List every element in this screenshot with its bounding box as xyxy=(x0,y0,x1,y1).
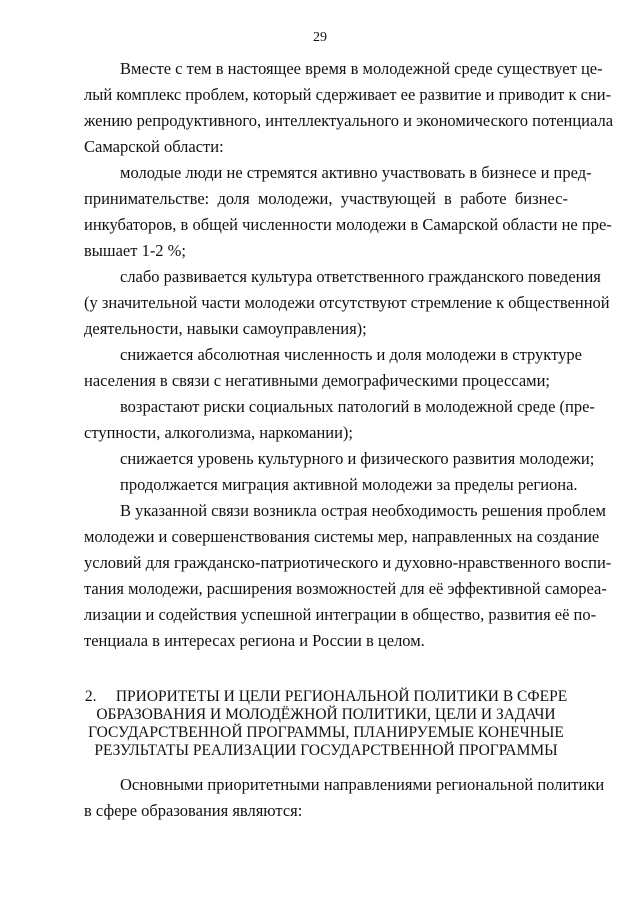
text-line: тания молодежи, расширения возможностей для её эффективной самореа- xyxy=(84,579,607,598)
text-line: возрастают риски социальных патологий в молодежной среде (пре- xyxy=(120,397,595,416)
text-line: жению репродуктивного, интеллектуального и экономического потенциала xyxy=(84,111,614,130)
text-line: условий для гражданско-патриотического и духовно-нравственного воспи- xyxy=(84,553,612,572)
heading-line: РЕЗУЛЬТАТЫ РЕАЛИЗАЦИИ ГОСУДАРСТВЕННОЙ ПРОГРАММЫ xyxy=(94,742,558,759)
body-text-bottom xyxy=(84,772,605,824)
section-heading xyxy=(82,688,570,760)
text-line: Самарской области: xyxy=(84,137,224,156)
text-line: принимательстве: доля молодежи, участвующей в работе бизнес- xyxy=(84,189,568,208)
body-text-top xyxy=(84,56,614,654)
text-line: Вместе с тем в настоящее время в молодежной среде существует це- xyxy=(120,59,603,78)
text-line: деятельности, навыки самоуправления); xyxy=(84,319,367,338)
text-line: снижается абсолютная численность и доля молодежи в структуре xyxy=(120,345,582,364)
text-line: лизации и содействия успешной интеграции в общество, развития её по- xyxy=(84,605,597,624)
text-line: в сфере образования являются: xyxy=(84,801,303,820)
text-line: инкубаторов, в общей численности молодежи в Самарской области не пре- xyxy=(84,215,612,234)
text-line: вышает 1-2 %; xyxy=(84,241,187,260)
heading-line: ОБРАЗОВАНИЯ И МОЛОДЁЖНОЙ ПОЛИТИКИ, ЦЕЛИ И ЗАДАЧИ xyxy=(96,706,556,723)
text-line: снижается уровень культурного и физического развития молодежи; xyxy=(120,449,595,468)
text-line: лый комплекс проблем, который сдерживает ее развитие и приводит к сни- xyxy=(84,85,612,104)
text-line: продолжается миграция активной молодежи за пределы региона. xyxy=(120,475,578,494)
text-line: тенциала в интересах региона и России в целом. xyxy=(84,631,425,650)
text-line: слабо развивается культура ответственного гражданского поведения xyxy=(120,267,601,286)
text-line: (у значительной части молодежи отсутствуют стремление к общественной xyxy=(84,293,610,312)
text-line: В указанной связи возникла острая необходимость решения проблем xyxy=(120,501,606,520)
text-line: ступности, алкоголизма, наркомании); xyxy=(84,423,354,442)
heading-line: ГОСУДАРСТВЕННОЙ ПРОГРАММЫ, ПЛАНИРУЕМЫЕ КОНЕЧНЫЕ xyxy=(88,724,564,741)
text-line: населения в связи с негативными демографическими процессами; xyxy=(84,371,551,390)
text-line: молодежи и совершенствования системы мер, направленных на создание xyxy=(84,527,600,546)
text-line: молодые люди не стремятся активно участвовать в бизнесе и пред- xyxy=(120,163,592,182)
page-number: 29 xyxy=(313,30,327,45)
heading-line: 2. ПРИОРИТЕТЫ И ЦЕЛИ РЕГИОНАЛЬНОЙ ПОЛИТИКИ В СФЕРЕ xyxy=(84,688,568,705)
text-line: Основными приоритетными направлениями региональной политики xyxy=(120,775,605,794)
